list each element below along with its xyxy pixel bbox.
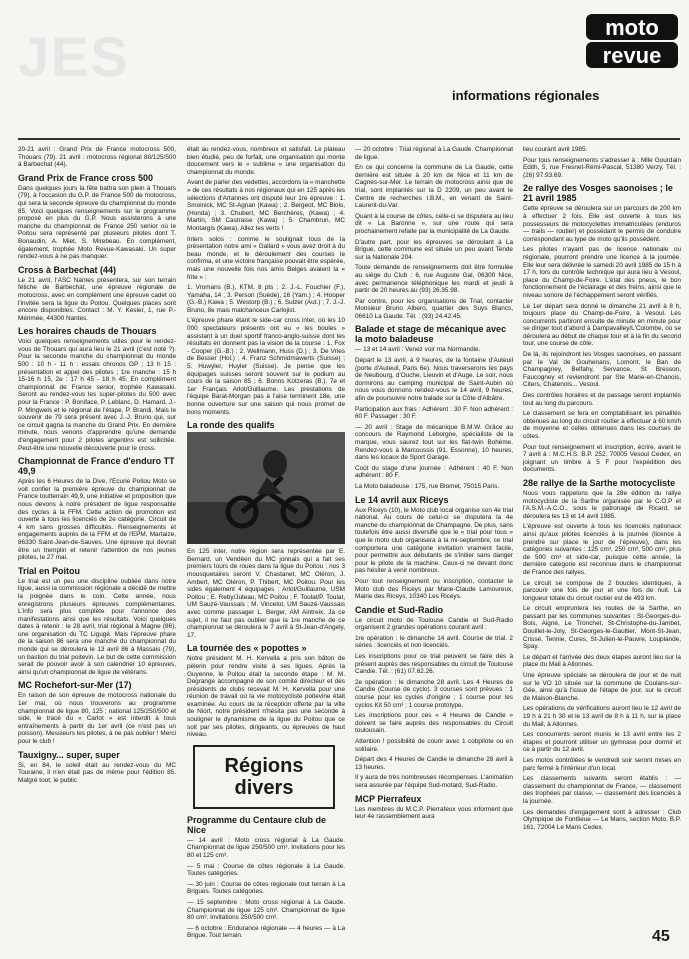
headline: Balade et stage de mécanique avec la moto baladeuse [355, 324, 507, 345]
paragraph: Le circuit se compose de 2 boucles identiques, à parcourir une fois de jour et une fois de nuit. La longueur totale du circuit routier est de 493 km. [523, 579, 681, 602]
headline: MCP Pierrafeux [355, 793, 422, 804]
ghost-heading: JES [18, 25, 130, 88]
paragraph: 1. Vromans (B.), KTM, 8 pts ; 2. J.-L. Fouchier (F.), Yamaha, 14 ; 3. Person (Suède), 16 (Yam.) ; 4. Hooper (G.-B.) Kawa ; 5. Westorp (B.) ; 6. Sulzer (Aut.) ; 7. J.-J. Bruno, 8e mais malchanceux Carlojist. [187, 284, 345, 314]
section-title: informations régionales [452, 88, 600, 103]
paragraph: Pour tout renseignement et inscription, écrire, avant le 7 avril à : M.C.H.S. B.P. 252, 70005 Vesoul Cedex, en joignant un timbre à 5 F pour l'expédition des documents. [523, 443, 681, 474]
paragraph: Départ des 4 Heures de Candie le dimanche 28 avril à 13 heures. [355, 756, 513, 771]
paragraph: De là, ils rejoindront les Vosges saonoises, en passant par le Val de Gouhenans, Lomont, le Ban de Champagney, Belfahy, Servance, St Bresson, Faucogney et reviendront par Ste Marie-en-Chanois, Citers, Chatenois... Vesoul. [523, 351, 681, 389]
headline: La tournée des « popottes » [187, 643, 307, 654]
paragraph: Attention ! possibilité de courir avec 1 cobpilote ou en solitaire. [355, 738, 513, 753]
paragraph: 1re opération : le dimanche 14 avril. Course de trial. 2 séries : licenciés et non licenciés. [355, 634, 513, 650]
paragraph: — 20 octobre : Trial régional à La Gaude. Championnat de ligue. [355, 146, 513, 161]
headline: Candie et Sud-Radio [355, 604, 444, 615]
headline: Le 14 avril aux Riceys [355, 494, 449, 505]
paragraph: En ce qui concerne la commune de La Gaude, cette dernière est située à 20 km de Nice et 11 km de Cagnes-sur-Mer. Le terrain de motocross ainsi que de trial, sont implantés sur la D 2209, un peu avant le Centre de recherches I.B.M., en venant de Saint-Laurent-du-Var. [355, 164, 513, 210]
column-1 [18, 146, 176, 787]
headline: Cross à Barbechat (44) [18, 264, 117, 275]
paragraph: 2e opération : le dimanche 28 avril. Les 4 Heures de Candie (Course de cyclo). 3 courses sont prévues : 1 course pour les cycles d'origine ; 1 course pour les cyclos Kit 50 cm³ ; 1 course prototype. [355, 678, 513, 709]
paragraph: Participation aux frais : Adhérent : 30 F. Non adhérent : 60 F. Passager : 30 F. [355, 405, 513, 421]
paragraph: — 20 avril : Stage de mécanique B.M.W. Grâce au concours de Raymond Leborgne, spécialiste de la marque, vous saurez tout sur les flat-twin Bohème. Rendez-vous à Marcoussis (91, Essonne), 10 heures, dans les locaux de Sport Garage. [355, 423, 513, 462]
paragraph: En raison de son épreuve de motocross nationale du 1er mai, où nous trouverons au programme championnat de ligue 80, 125 ; national 125/250/500 et side, le tracé du « Carlot » est interdit à tous entraînements à partir du 1er avril (ce n'est pas un poisson). Messieurs les pilotes, à ne pas oublier ! Merci pour le club ! [18, 692, 176, 745]
headline: 2e rallye des Vosges saonoises ; le 21 avril 1985 [523, 183, 673, 204]
paragraph: Les concurrents seront munis le 13 avril entre les 2 étapes et pourront utiliser un gymnase pour dormir et ce à partir du 12 avril. [523, 731, 681, 754]
paragraph: Avant de parler des vedettes, accordons la « manchette » de ces résultats à nos régionaux qui en 125 après les sélections d'Artannes ont disputé leur 1re épreuve : 1. Smoinick, MC St-Agnan (Kawa) ; 2. Bergeot, MC Blois, (Honda) ; 3. Chubert, MC Berchères, (Kawa) ; 4. Martin, SM Castraise (Kawa) ; 5. Chambrun, MC Montargis (Kawa). Allez les verts ! [187, 179, 345, 232]
headline: Les horaires chauds de Thouars [18, 326, 157, 337]
paragraph: Les pilotes n'ayant pas de licence nationale ou régionale, pourront prendre une licence à la journée. Elle leur sera délivrée le samedi 20 avril 1985 de 15 h à 17 h, lors du contrôle technique qui aura lieu à Vesoul, place du Champ-de-Foire. L'état des pneus, le bon fonctionnement de l'éclairage et des freins, ainsi que le niveau sonore de l'échappement seront vérifiés. [523, 246, 681, 299]
paragraph: Par contre, pour les organisations de Trial, contacter Monsieur Bruno Albero, quartier des Suys Blancs, 06610 La Gaude. Tél. : (93) 24.42.45. [355, 297, 513, 320]
svg-text:revue: revue [602, 43, 662, 68]
paragraph: Le 21 avril, l'ASC Nantes présentera, sur son terrain fétiche de Barbechat, une épreuve régionale de motocross, avec en complément une épreuve cadet où l'invitée sera la ligue du Poitou. Quelques places sont encore disponibles. Contact : M. Y. Kesler, 1, rue P.-Mérimée, 44300 Nantes. [18, 276, 176, 322]
paragraph: Le circuit moto de Toulouse Candie et Sud-Radio organisent 2 grandes opérations courant avril : [355, 616, 513, 632]
paragraph: Une épreuve spéciale se déroulera de jour et de nuit sur le VO 10 située sur la commune de Coulans-sur-Gée, ainsi qu'à l'issue de l'étape de jour, sur le circuit de Maison-Blanche. [523, 672, 681, 702]
paragraph: Cette épreuve se déroulera sur un parcours de 200 km à effectuer 2 fois. Elle est ouverte à tous les possesseurs de motocyclettes immatriculées (enduros — trails — routier) et possédant le permis de conduire correspondant au type de moto qu'ils possèdent. [523, 205, 681, 243]
paragraph: Les classements suivants seront établis : — classement du championnat de France, — classement des trophées par classe, — classement des licenciés à la journée. [523, 775, 681, 805]
paragraph: Les demandes d'engagement sont à adresser : Club Olympique de Fontlieue — Le Mans, section Moto. B.P. 161, 72004 Le Mans Cedex. [523, 808, 681, 831]
paragraph: Toute demande de renseignements doit être formulée au siège du Club : 6, rue Auguste Gal, 06300 Nice, avec permanence téléphonique les mardi et jeudi à partir de 20 heures au (93) 26.35.98. [355, 264, 513, 295]
paragraph: Le circuit empruntera les routes de la Sarthe, en passant par les communes suivantes : St-Georges-du-Bois, Aigné, Le Tronchet, St-Christophe-du-Jambet, Douillet-le-Joly, St-Georges-le-Gaultier, Mont-St-Jean, Crissé, Tennie, Cures, St-Julien-le-Pauvre, Louplande, Spay. [523, 605, 681, 651]
paragraph: Le trial est un peu une discipline oubliée dans notre ligue, aussi la commission régionale a décidé de mettre la poignée dans le coin. Cette année, nous enregistrons plusieurs épreuves complémentaires. L'info sera plus complète pour l'annonce des manifestations ainsi que les résultats. Voici quelques dates à retenir : le 28 avril, trial régional à Magne (86), une organisation du TC Ligugé. Mais l'épreuve phare de la saison 86 sera une manche du championnat du monde qui se déroulera le 13 avril 86 à Massais (79), un bastion du trial poitevin. Le but de cette commission serait de pouvoir avoir à son calendrier 10 épreuves, ainsi qu'un championnat de ligue de vétérans. [18, 577, 176, 676]
paragraph: Les inscriptions pour ce trial peuvent se faire dès à présent auprès des responsables du circuit de Toulouse Candie. Tél. : (61) 07.62.26. [355, 653, 513, 676]
paragraph: était au rendez-vous, nombreux et satisfait. Le plateau bien étudié, peu de forfait, une organisation qui monte doucement vers le « sublime » une organisation du championnat du monde. [187, 146, 345, 176]
paragraph: Voici quelques renseignements utiles pour le rendez-vous de Thouars qui aura lieu le 21 avril (c'est noté ?). Pour la seconde manche du championnat du monde 500 : 10 h - 11 h : essais chronos GP ; 13 h 15 : présentation et appel des pilotes ; 1re manche : 15 h 15-16 h 15, 2e : 17 h 45 - 18 h 45. En complément championnat de France senior, trophée Kawasaki. Seront au rendez-vous les super-pilotes du 500 avec pour la France : P. Boniface, P. Leblanc, D. Hamard, J.-P. Mingwels et le régional de l'étape, P. Brandi. Mais le souvenir de 79 sera présent avec J.-J. Bruno qui, sur ce circuit gagna la manche du Grand Prix. En dernière minute, nous venons d'apprendre qu'une demande d'engagement pour 2 pilotes argentins est sollicitée. Peut-être une nouvelle découverte pour le cross. [18, 338, 176, 452]
paragraph: Le départ et l'arrivée des deux étapes auront lieu sur la place du Mail à Allonnes. [523, 653, 681, 669]
paragraph: — 13 et 14 avril : Venez voir ma Normandie. [355, 346, 481, 354]
paragraph: Il y aura de très nombreuses récompenses. L'animation sera assurée par l'équipe Sud-motard, Sud-Radio. [355, 774, 513, 789]
paragraph: Les inscriptions pour ces « 4 Heures de Candie » doivent se faire auprès des responsables du Circuit toulousain. [355, 712, 513, 735]
paragraph: — 5 mai : Course de côtes régionale à La Gaude. Toutes catégories. [187, 862, 345, 878]
headline: La ronde des qualifs [187, 420, 275, 431]
headline: MC Rochefort-sur-Mer (17) [18, 680, 132, 691]
headline: Grand Prix de France cross 500 [18, 172, 154, 183]
regions-divers-box: Régions divers [193, 745, 335, 809]
paragraph: Le classement se fera en comptabilisant les pénalités obtenues au long du circuit routier à effectuer à 60 km/h de moyenne et celles obtenues dans les courses de côtes. [523, 410, 681, 440]
paragraph: D'autre part, pour les épreuves se déroulant à La Brigue, cette commune est située un peu avant Tende sur la Nationale 204. [355, 238, 513, 261]
paragraph: L'épreuve phare étant le side-car cross inter, où les 10 000 spectateurs présents ont eu « les boules » assistant à un duel sportif franco-anglo-suisse dont les résultats en donnent pas la vision de la course : 1. Fox - Cooper (G.-B.) ; 2. Wellmann, Huss (D.) ; 3. De Vries de Besser (Hol.) ; 4. Franz Schmidmawerts (Suisse) ; 5. Huwyler, Huyler (Suisse). Je pense que les équipages suisses seront souvent sur le podium au cours de la saison 85 ; 6. Bonns Kotzeras (B.). 7e et 1er Français Arlot/Guillaume. Les prestations de l'équipe Barat-Morgan pas à l'aise terminent 18e, une bonne ouverture sur une saison qui nous promet de bons moments. [187, 317, 345, 416]
paragraph: Quant à la course de côtes, celle-ci se disputera au lieu dit « La Baronne », sur une route qui sera prochainement refaite par la municipalité de La Gaude. [355, 212, 513, 235]
paragraph: Notre président M. H. Kervella a pris son bâton de pèlerin pour rendre visite à ses ligues. Après la Guyenne, le Poitou était la seconde étape : M. M. Degrange accompagné de son comité directeur et des présidents de clubs recevait M. H. Kervella pour une réunion de travail où la vie motocycliste poitevine était examinée. Au cours de la réception offerte par la ville de Niort, notre président n'hésita pas une seconde à souligner le dynamisme de la ligue du Poitou que ce soit par ses pilotes, dirigeants, ou épreuves de haut niveau. [187, 655, 345, 739]
intro-text: 20-21 avril : Grand Prix de France motocross 500, Thouars (79). 21 avril : motocross régional 80/125/500 à Barbechat (44). [18, 146, 176, 169]
paragraph: — 30 juin : Course de côtes régionale tout terrain à La Brigues. Toutes catégories. [187, 880, 345, 896]
paragraph: Le 1er départ sera donné le dimanche 21 avril à 8 h, toujours place du Champ-de-Foire, à Vesoul. Les concurrents partiront ensuite de minute en minute pour se diriger tout d'abord à Dampavalley/L'Colombe, où se déroulera au début de chaque tour et à la fin du second tour, une course de côte. [523, 302, 681, 348]
paragraph: Nous vous rappelons que la 28e édition du rallye motocycliste de la Sarthe organisée par le C.O.P et l'A.S.M.-A.C.O., sous le patronage de Ricard, se déroulera les 13 et 14 avril 1985. [523, 489, 681, 520]
paragraph: Des contrôles horaires et de passage seront implantés tout au long du parcours. [523, 392, 681, 407]
paragraph: Départ le 13 avril, à 9 heures, de la fontaine d'Auteuil (porte d'Auteuil, Paris 6e). Nous traverserons les pays de Neubourg, d'Ouche, Lieuvin et d'Auge. Le soir, nous dormirons au camping municipal de Saint-Aubin où nous vous donnons rendez-vous le 14 avril, 9 heures, afin de poursuivre notre balade sur la Côte d'Albâtre. [355, 357, 513, 403]
paragraph: Inters solos : comme le soulignait tous de la présentation notre ami « Gallard » vous avez droit à du beau monde, et le déroulement des courses le confirma, et une victoire française pouvait être espérée, mais une nouvelle fois nos amis Belges avaient la « frite » : [187, 235, 345, 281]
svg-text:moto: moto [605, 15, 659, 40]
paragraph: Pour tous renseignements s'adresser à : Mlle Gourdain Edith, 5, rue Fresnet-Rémi-Pascal, 51380 Verzy. Tél. : (26) 97.93.69. [523, 156, 681, 179]
paragraph: La Moto baladeuse : 175, rue Blomet, 75015 Paris. [355, 482, 500, 490]
paragraph: Coût du stage d'une journée : Adhérent : 40 F. Non adhérent : 80 F. [355, 464, 513, 480]
column-4 [523, 146, 681, 834]
page-number: 45 [652, 928, 670, 945]
paragraph: Si, en 84, le soleil était au rendez-vous du MC Touraine, il n'en était pas de même pour l'édition 85. Malgré tout, le public [18, 761, 176, 784]
headline: Trial en Poitou [18, 565, 81, 576]
paragraph: Dans quelques jours la fête battra son plein à Thouars (79), à l'occasion du G.P. de France 500 de motocross, qui sera la seconde épreuve du championnat du monde 85. Voici quelques renseignements sur le programme proposé en plus du G.P. Nous assisterons à une manche du championnat de France 250 senior où le Poitou sera représenté par plusieurs pilotes dont T. Bonaudin, A. Miet, S. Mirebeau. En complément, également, trophée Moto Revue-Kawasaki. Un super rendez-vous à ne pas manquer. [18, 184, 176, 261]
paragraph: Les opérations de vérifications auront lieu le 12 avril de 19 h à 21 h 30 et le 13 avril de 8 h à 11 h, sur la place du Mail, à Allonnes. [523, 705, 681, 728]
paragraph: lieu courant avril 1985. [523, 146, 588, 153]
headline: 28e rallye de la Sarthe motocycliste [523, 477, 676, 488]
paragraph: Les motos contrôlées le vendredi soir seront mises en parc fermé à l'intérieur d'un local. [523, 756, 681, 772]
paragraph: Pour tout renseignement ou inscription, contacter le Moto club des Riceys par Marie-Claude Lamoureux, Mairie des Riceys, 10340 Les Riceys. [355, 577, 513, 601]
column-3 [355, 146, 513, 824]
paragraph: — 15 septembre : Moto cross régional à La Gaude. Championnat de ligue 125 cm³. Championnat de ligue 80 cm³. Invitations 250/500 cm³. [187, 899, 345, 922]
headline: Tauxigny... super, super [18, 749, 120, 760]
header-rule [18, 138, 680, 140]
headline: Championnat de France d'enduro TT 49,9 [18, 456, 175, 477]
paragraph: Aux Riceys (10), le Moto club local organise son 4e trial national. Au cours de celui-ci se disputera la 4e manche du championnat de Champagne. De plus, sans toutefois être aussi diversifié que le « trial pour tous » que le moto club organisera à la mi-septembre, ce trial comportera une catégorie invitation vraiment facile, pour permettre aux débutants de s'initier sans danger pour le pilote de la machine. Ceux-ci ne devant donc pas hésiter à venir nombreux. [355, 506, 513, 575]
paragraph: — 14 avril : Moto cross régional à La Gaude. Championnat de ligue 250/500 cm³. Invitations pour les 80 et 125 cm³. [187, 836, 345, 860]
paragraph: En 125 inter, notre région sera représentée par E. Bernard, un Vendéen du MC jonnais qui a fait ses premiers tours de roues dans la ligue du Poitou ; nos 3 mousquetaires seront V. Chastanet, MC Oléron, J. Ambert, MC Oléron, P. Thibert, MC Poitou. Pour les sides également 4 équipages : Arlot/Guillaume, USM Poitou ; E. Reby/Juteau, MC Poitou ; F. Toulat/P. Toulat, UM Sauzé-Vaussais ; M. Vincelot, UM Sauzé-Vaussais avec comme passager L. Berger, AM Aintreix. Ja ce sujet, il ne faut pas oublier que la 1re manche de ce championnat se déroulera le 7 avril à St-Jean-d'Angely, 17. [187, 548, 345, 639]
paragraph: — 6 octobre : Endurance régionale — 4 heures — à La Brigue. Tout terrain. [187, 924, 345, 940]
column-2 [187, 146, 345, 943]
paragraph: Après les 6 Heures de la Dive, l'Ecurie Poitou Moto se voit confier la première épreuve du championnat de France toutterrain 49,9, une initiative et proposition que nous devons à notre président de ligue responsable des cycles à la FFM. Cette action de promotion est ouverte à tous les licenciés de 2e catégorie. Circuit de 4 km sans grosses difficultés. Renseignements et engagements auprès de la FFM et de l'EPM, Martaize, 86330 Saint-Jean-de-Sauves. Une épreuve qui devrait être un tremplin et retenir l'attention de nos jeunes pilotes, le 27 mai. [18, 478, 176, 562]
motocross-photo [187, 432, 345, 544]
headline: Programme du Centaure club de Nice [187, 814, 327, 835]
paragraph: L'épreuve est ouverte à tous les licenciés nationaux ainsi qu'aux pilotes licenciés à la journée (licence à prendre sur place le jour de l'épreuve), dans les catégories suivantes : 125 cm³, 250 cm³, 500 cm³, plus de 500 cm³ et side-car, puisque cette année, la dernière catégorie est reconnue dans le championnat de France des rallyes. [523, 523, 681, 576]
moto-revue-logo [586, 8, 678, 74]
paragraph: Les membres du M.C.P. Pierrafeux vous informent que leur 4e rassemblement aura [355, 805, 513, 821]
